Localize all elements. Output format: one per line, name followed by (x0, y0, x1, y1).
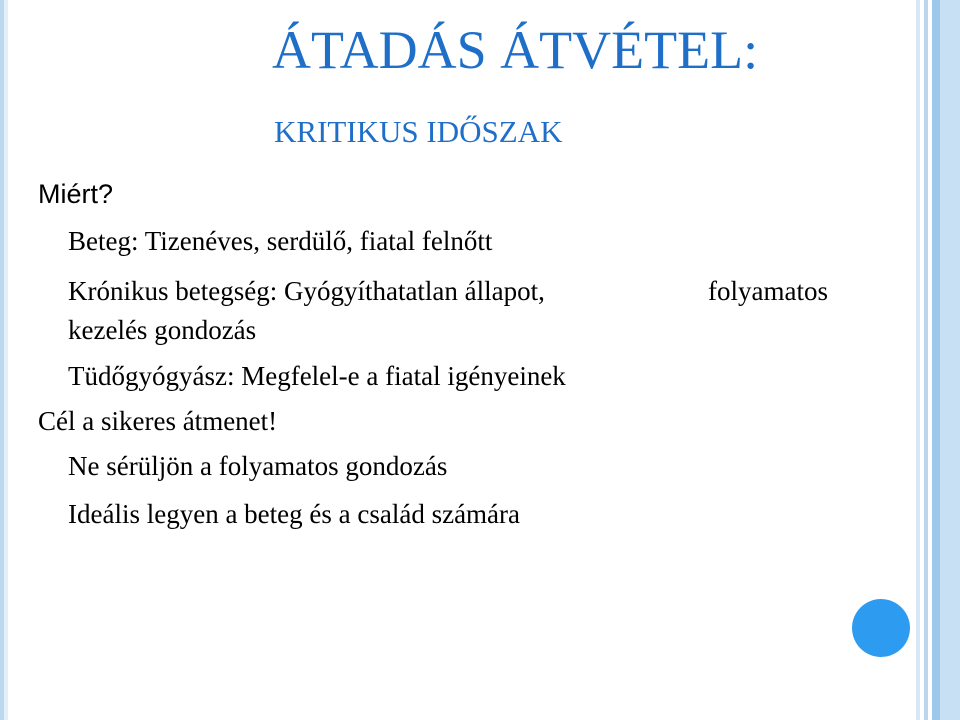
bullet-chronic: Krónikus betegség: Gyógyíthatatlan állapot, (68, 276, 545, 306)
bullet-chronic-tail: folyamatos (708, 276, 828, 306)
bullet-patient: Beteg: Tizenéves, serdülő, fiatal felnőtt (68, 226, 493, 256)
left-decor-stripe (0, 0, 8, 720)
slide-title: ÁTADÁS ÁTVÉTEL: (272, 20, 759, 80)
bullet-chronic-continued: kezelés gondozás (68, 315, 257, 345)
right-decor-stripes (914, 0, 960, 720)
goal-ideal: Ideális legyen a beteg és a család számára (68, 499, 521, 529)
bullet-pulmonologist: Tüdőgyógyász: Megfelel-e a fiatal igényeinek (68, 361, 566, 391)
slide-subtitle: KRITIKUS IDŐSZAK (274, 114, 563, 149)
question-heading: Miért? (38, 179, 114, 209)
goal-continuity: Ne sérüljön a folyamatos gondozás (68, 451, 448, 481)
goal-heading: Cél a sikeres átmenet! (38, 406, 278, 436)
decor-circle (852, 599, 910, 657)
